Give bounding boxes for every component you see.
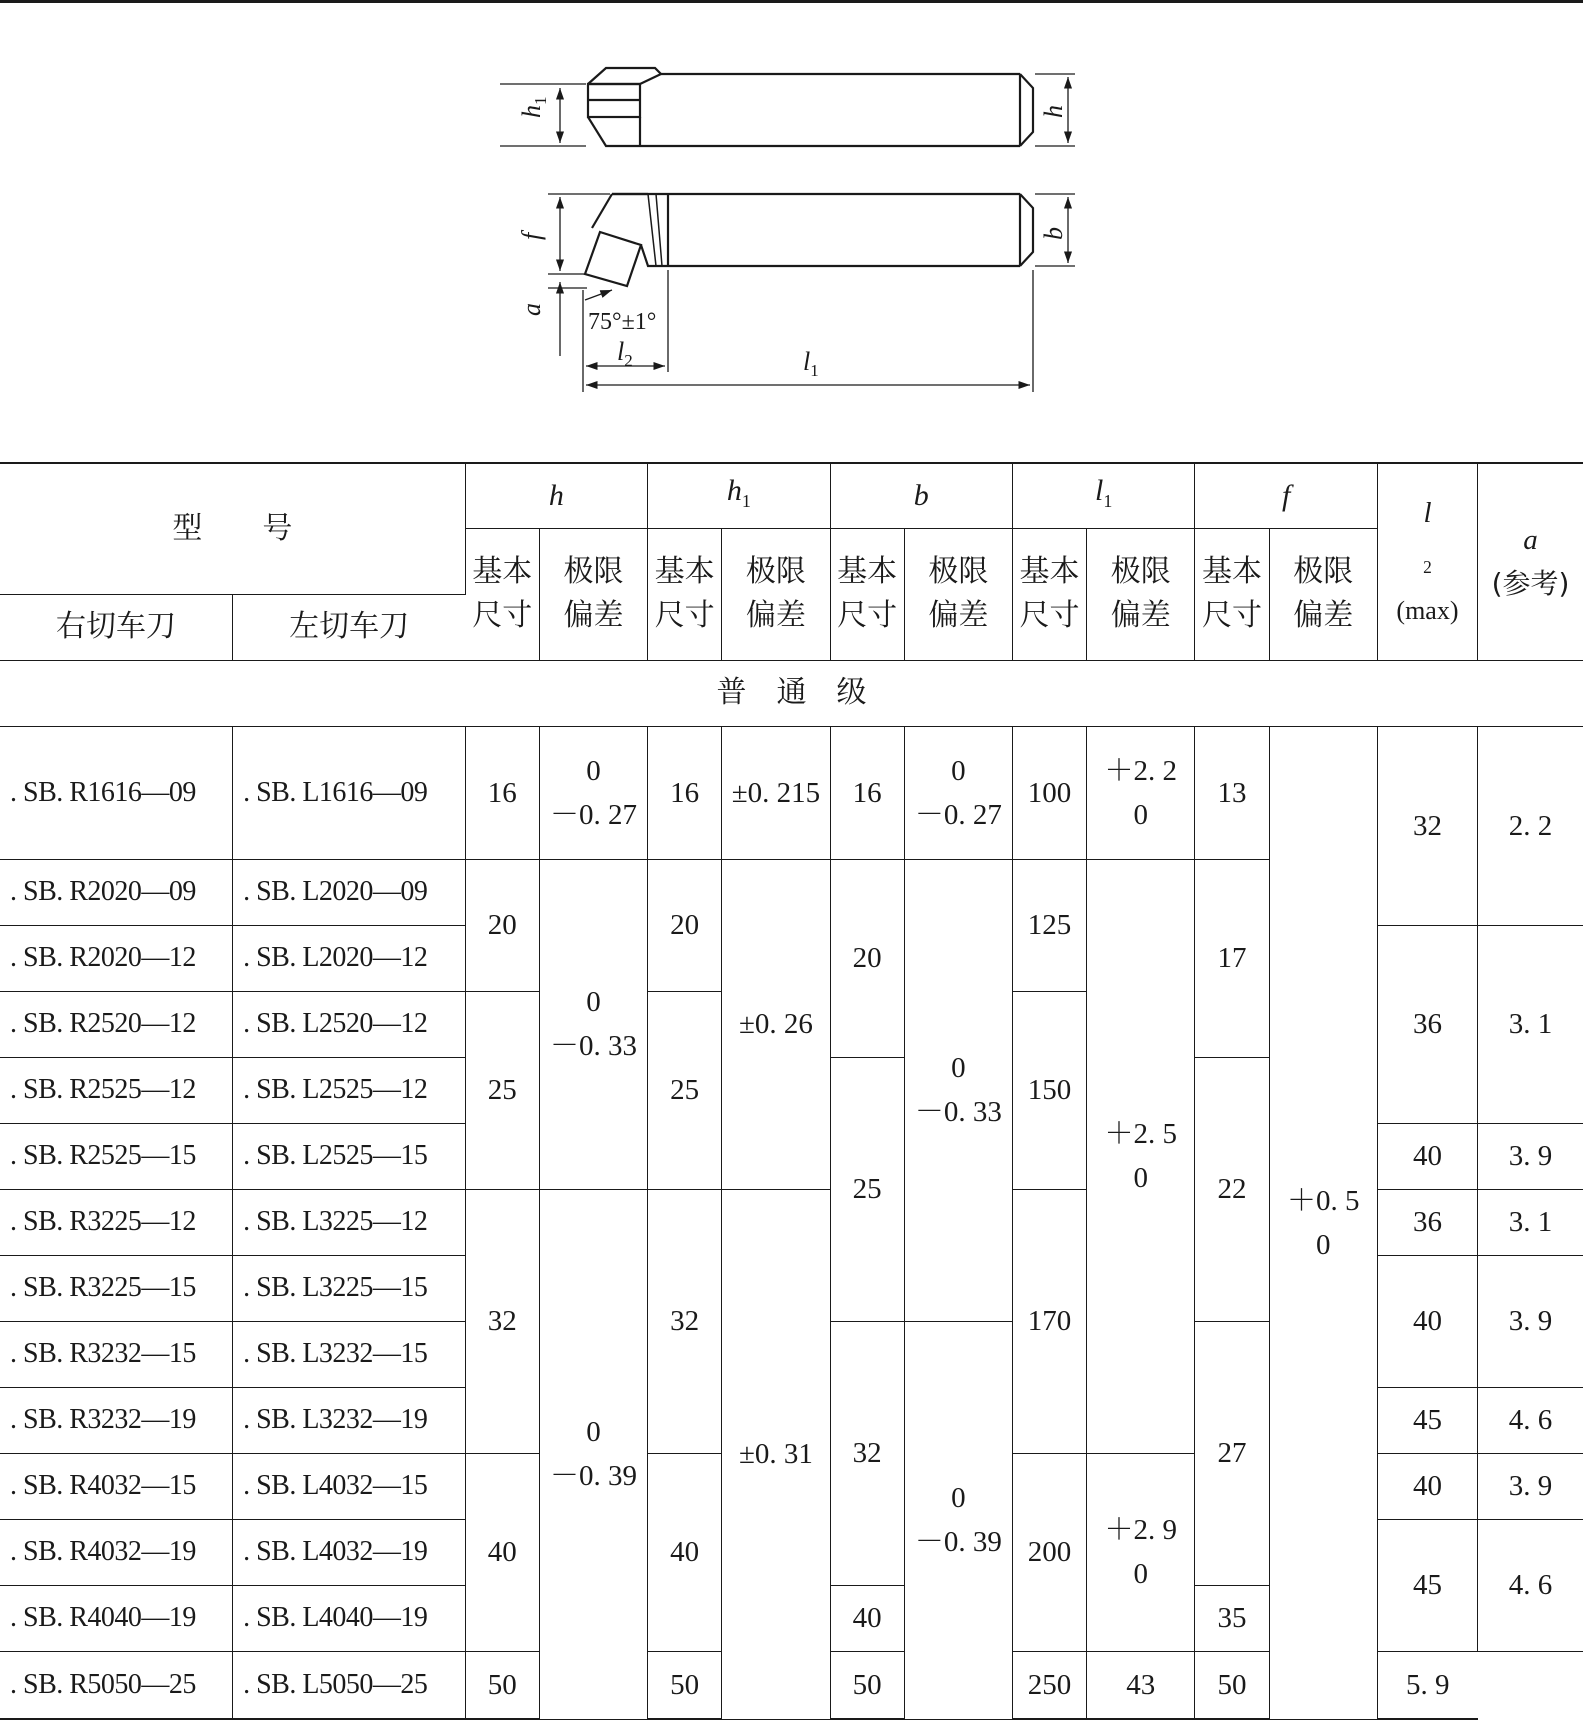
section-title: 普 通 级 bbox=[0, 660, 1583, 726]
h1-tolerance: ±0. 26 bbox=[722, 859, 830, 1189]
model-left: . SB. L2525—12 bbox=[233, 1057, 466, 1123]
h1-basic: 50 bbox=[648, 1651, 722, 1719]
model-left: . SB. L3232—19 bbox=[233, 1387, 466, 1453]
h-basic: 50 bbox=[465, 1651, 539, 1719]
a-value: 3. 1 bbox=[1478, 925, 1583, 1123]
side-view-insert bbox=[585, 194, 668, 286]
model-right: . SB. R3232—19 bbox=[0, 1387, 233, 1453]
h1-tolerance: ±0. 215 bbox=[722, 726, 830, 859]
model-left: . SB. L4040—19 bbox=[233, 1585, 466, 1651]
angle-label: 75°±1° bbox=[588, 309, 657, 335]
h-basic: 20 bbox=[465, 859, 539, 991]
l2-value: 45 bbox=[1377, 1387, 1477, 1453]
l1-tolerance: ＋2. 5 0 bbox=[1087, 859, 1195, 1453]
header-h1-basic: 基本 尺寸 bbox=[648, 528, 722, 660]
model-right: . SB. R2020—09 bbox=[0, 859, 233, 925]
b-tolerance: 0 －0. 33 bbox=[904, 859, 1012, 1321]
a-value: 3. 9 bbox=[1478, 1123, 1583, 1189]
b-tolerance: 0 －0. 27 bbox=[904, 726, 1012, 859]
l1-basic: 150 bbox=[1012, 991, 1086, 1189]
model-right: . SB. R2525—15 bbox=[0, 1123, 233, 1189]
top-view-shank bbox=[640, 74, 1033, 146]
h1-basic: 40 bbox=[648, 1453, 722, 1651]
dim-label-f: f bbox=[517, 232, 546, 240]
header-left-tool: 左切车刀 bbox=[233, 594, 466, 660]
l2-value: 40 bbox=[1377, 1123, 1477, 1189]
l1-basic: 170 bbox=[1012, 1189, 1086, 1453]
model-right: . SB. R4032—19 bbox=[0, 1519, 233, 1585]
header-b: b bbox=[830, 463, 1012, 528]
model-right: . SB. R2520—12 bbox=[0, 991, 233, 1057]
header-model: 型 号 bbox=[0, 463, 465, 594]
model-right: . SB. R4032—15 bbox=[0, 1453, 233, 1519]
h-tolerance: 0 －0. 39 bbox=[539, 1189, 647, 1719]
header-right-tool: 右切车刀 bbox=[0, 594, 233, 660]
l2-value: 32 bbox=[1377, 726, 1477, 925]
spec-table bbox=[0, 462, 1583, 1720]
f-basic: 43 bbox=[1087, 1651, 1195, 1719]
header-b-limit: 极限 偏差 bbox=[904, 528, 1012, 660]
dim-label-h1: $h_1$ bbox=[517, 96, 550, 118]
h-basic: 16 bbox=[465, 726, 539, 859]
b-basic: 25 bbox=[830, 1057, 904, 1321]
header-l2: l $_2$ (max) bbox=[1377, 463, 1477, 660]
model-left: . SB. L2520—12 bbox=[233, 991, 466, 1057]
l2-value: 45 bbox=[1377, 1519, 1477, 1651]
header-b-basic: 基本 尺寸 bbox=[830, 528, 904, 660]
h1-basic: 16 bbox=[648, 726, 722, 859]
f-basic: 35 bbox=[1195, 1585, 1269, 1651]
a-value: 4. 6 bbox=[1478, 1387, 1583, 1453]
h-basic: 40 bbox=[465, 1453, 539, 1651]
dim-label-h: h bbox=[1039, 105, 1068, 118]
a-value: 3. 9 bbox=[1478, 1453, 1583, 1519]
header-h1: $h_1$ bbox=[648, 463, 830, 528]
b-basic: 50 bbox=[830, 1651, 904, 1719]
dim-label-b: b bbox=[1039, 227, 1068, 240]
h1-tolerance: ±0. 31 bbox=[722, 1189, 830, 1719]
f-basic: 17 bbox=[1195, 859, 1269, 1057]
l2-value: 50 bbox=[1195, 1651, 1269, 1719]
model-left: . SB. L1616—09 bbox=[233, 726, 466, 859]
model-right: . SB. R5050—25 bbox=[0, 1651, 233, 1719]
model-left: . SB. L2525—15 bbox=[233, 1123, 466, 1189]
header-h1-limit: 极限 偏差 bbox=[722, 528, 830, 660]
tool-drawing bbox=[0, 0, 1583, 440]
model-left: . SB. L2020—09 bbox=[233, 859, 466, 925]
header-f-limit: 极限 偏差 bbox=[1269, 528, 1377, 660]
model-right: . SB. R3232—15 bbox=[0, 1321, 233, 1387]
header-a: a (参考) bbox=[1478, 463, 1583, 660]
header-h-basic: 基本 尺寸 bbox=[465, 528, 539, 660]
dim-label-a: a bbox=[517, 303, 546, 316]
side-view-shank bbox=[612, 194, 1033, 266]
header-l1-basic: 基本 尺寸 bbox=[1012, 528, 1086, 660]
a-value: 4. 6 bbox=[1478, 1519, 1583, 1651]
l2-value: 36 bbox=[1377, 925, 1477, 1123]
l2-value: 40 bbox=[1377, 1255, 1477, 1387]
model-right: . SB. R4040—19 bbox=[0, 1585, 233, 1651]
model-left: . SB. L2020—12 bbox=[233, 925, 466, 991]
f-tolerance: ＋0. 5 0 bbox=[1269, 726, 1377, 1719]
f-basic: 22 bbox=[1195, 1057, 1269, 1321]
model-right: . SB. R2020—12 bbox=[0, 925, 233, 991]
header-h-limit: 极限 偏差 bbox=[539, 528, 647, 660]
b-basic: 40 bbox=[830, 1585, 904, 1651]
b-basic: 20 bbox=[830, 859, 904, 1057]
model-left: . SB. L4032—15 bbox=[233, 1453, 466, 1519]
l1-tolerance: ＋2. 9 0 bbox=[1087, 1453, 1195, 1651]
model-right: . SB. R3225—15 bbox=[0, 1255, 233, 1321]
a-value: 3. 9 bbox=[1478, 1255, 1583, 1387]
f-basic: 27 bbox=[1195, 1321, 1269, 1585]
l2-value: 40 bbox=[1377, 1453, 1477, 1519]
header-f: f bbox=[1195, 463, 1377, 528]
a-value: 2. 2 bbox=[1478, 726, 1583, 925]
h-tolerance: 0 －0. 27 bbox=[539, 726, 647, 859]
header-l1-limit: 极限 偏差 bbox=[1087, 528, 1195, 660]
model-left: . SB. L4032—19 bbox=[233, 1519, 466, 1585]
model-right: . SB. R1616—09 bbox=[0, 726, 233, 859]
model-right: . SB. R2525—12 bbox=[0, 1057, 233, 1123]
header-l1: $l_1$ bbox=[1012, 463, 1194, 528]
l1-basic: 100 bbox=[1012, 726, 1086, 859]
l1-basic: 125 bbox=[1012, 859, 1086, 991]
dim-label-l1: $l_1$ bbox=[803, 347, 819, 380]
b-basic: 16 bbox=[830, 726, 904, 859]
model-left: . SB. L5050—25 bbox=[233, 1651, 466, 1719]
h-basic: 32 bbox=[465, 1189, 539, 1453]
model-left: . SB. L3225—12 bbox=[233, 1189, 466, 1255]
h-tolerance: 0 －0. 33 bbox=[539, 859, 647, 1189]
b-tolerance: 0 －0. 39 bbox=[904, 1321, 1012, 1719]
a-value: 3. 1 bbox=[1478, 1189, 1583, 1255]
h1-basic: 32 bbox=[648, 1189, 722, 1453]
l2-value: 36 bbox=[1377, 1189, 1477, 1255]
l1-basic: 250 bbox=[1012, 1651, 1086, 1719]
a-value: 5. 9 bbox=[1377, 1651, 1477, 1719]
b-basic: 32 bbox=[830, 1321, 904, 1585]
dim-label-l2: $l_2$ bbox=[617, 337, 633, 370]
l1-tolerance: ＋2. 2 0 bbox=[1087, 726, 1195, 859]
header-h: h bbox=[465, 463, 647, 528]
l1-basic: 200 bbox=[1012, 1453, 1086, 1651]
model-right: . SB. R3225—12 bbox=[0, 1189, 233, 1255]
h1-basic: 20 bbox=[648, 859, 722, 991]
header-f-basic: 基本 尺寸 bbox=[1195, 528, 1269, 660]
model-left: . SB. L3225—15 bbox=[233, 1255, 466, 1321]
model-left: . SB. L3232—15 bbox=[233, 1321, 466, 1387]
top-view-head bbox=[588, 68, 661, 146]
h-basic: 25 bbox=[465, 991, 539, 1189]
h1-basic: 25 bbox=[648, 991, 722, 1189]
f-basic: 13 bbox=[1195, 726, 1269, 859]
